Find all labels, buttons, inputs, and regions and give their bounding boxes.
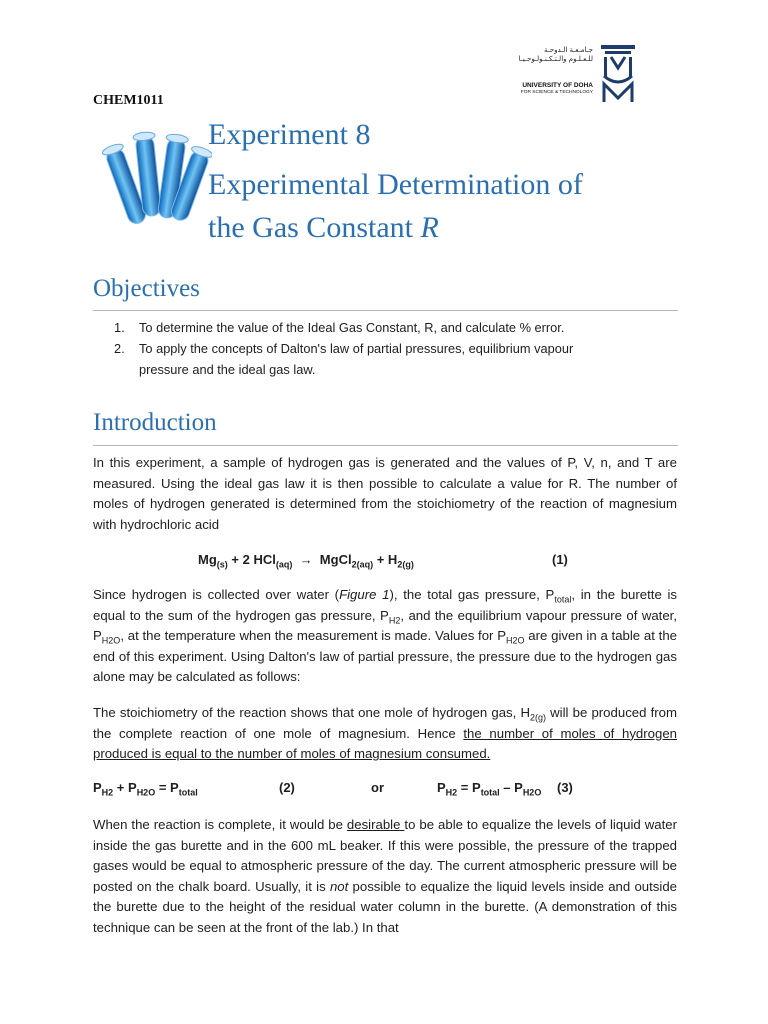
experiment-title-line1: Experimental Determination of [208, 168, 583, 201]
test-tubes-icon [100, 128, 212, 233]
equation-or: or [371, 780, 384, 795]
intro-paragraph-4: When the reaction is complete, it would be desirable to be able to equalize the levels of liquid water inside the gas burette and in the 600 mL beaker. If this were possible, the pressure of the trapped gases would be equal to atmospheric pressure of the day. The current atmospheric pressure will be posted on the chalk board. Usually, it is not possible to equalize the liquid levels inside and outside the burette due to the height of the residual water column in the burette. (A demonstration of this technique can be seen at the front of the lab.) In that [93, 817, 677, 935]
equation-3-number: (3) [557, 780, 573, 795]
course-code: CHEM1011 [93, 93, 164, 108]
introduction-heading: Introduction [93, 409, 217, 436]
logo-subtitle: FOR SCIENCE & TECHNOLOGY [520, 90, 593, 95]
introduction-divider [93, 445, 678, 446]
equation-1: $Mg_{(s)} + 2$ HCl$_{(aq)}$ → MgCl$_{2(aq)}$ + $H_{2(g)}$ [198, 552, 414, 570]
experiment-number: Experiment 8 [208, 118, 371, 151]
underlined-statement: the number of moles of hydrogen produced is equal to the number of moles of magnesium consumed. [93, 725, 677, 761]
logo-name: UNIVERSITY OF DOHA [522, 82, 593, 89]
intro-paragraph-1: In this experiment, a sample of hydrogen gas is generated and the values of P, V, n, and T are measured. Using the ideal gas law it is then possible to calculate a value for R. The number of moles of hydrogen generated is determined from the stoichiometry of the reaction of magnesium with hydrochloric acid [93, 455, 677, 532]
gas-constant-symbol: R [420, 211, 439, 244]
experiment-title-line2: the Gas Constant R [208, 211, 439, 244]
equation-2-number: (2) [279, 780, 295, 795]
equation-1-number: (1) [552, 552, 568, 567]
university-logo [519, 44, 637, 104]
figure-reference: Figure 1 [339, 587, 390, 602]
university-logo-icon [599, 44, 637, 104]
objectives-heading: Objectives [93, 275, 200, 302]
logo-arabic-text: جـامـعـة الـدوحـة للـعـلـوم والـتـكـنـولـوجـيـا [518, 46, 593, 63]
arrow-right-icon: → [299, 552, 313, 567]
intro-paragraph-3: The stoichiometry of the reaction shows that one mole of hydrogen gas, $H_{2(g)}$ will be produced from the complete reaction of one mole of magnesium. Hence the number of moles of hydrogen produced is equal to the number of moles of magnesium consumed. [93, 705, 677, 761]
equation-2: $P_{H2} + P_{H2O} = P_{total}$ [93, 780, 198, 798]
equation-3: $P_{H2} = P_{total} - P_{H2O}$ [437, 780, 542, 798]
intro-paragraph-2: Since hydrogen is collected over water (Figure 1), the total gas pressure, $P_{total}$, in the burette is equal to the sum of the hydrogen gas pressure, $P_{H2}$, and the equilibrium vapour pressure of water, $P_{H2O}$, at the temperature when the measurement is made. Values for $P_{H2O}$ are given in a table at the end of this experiment. Using Dalton's law of partial pressure, the pressure due to the hydrogen gas alone may be calculated as follows: [93, 587, 678, 684]
objectives-divider [93, 310, 678, 311]
